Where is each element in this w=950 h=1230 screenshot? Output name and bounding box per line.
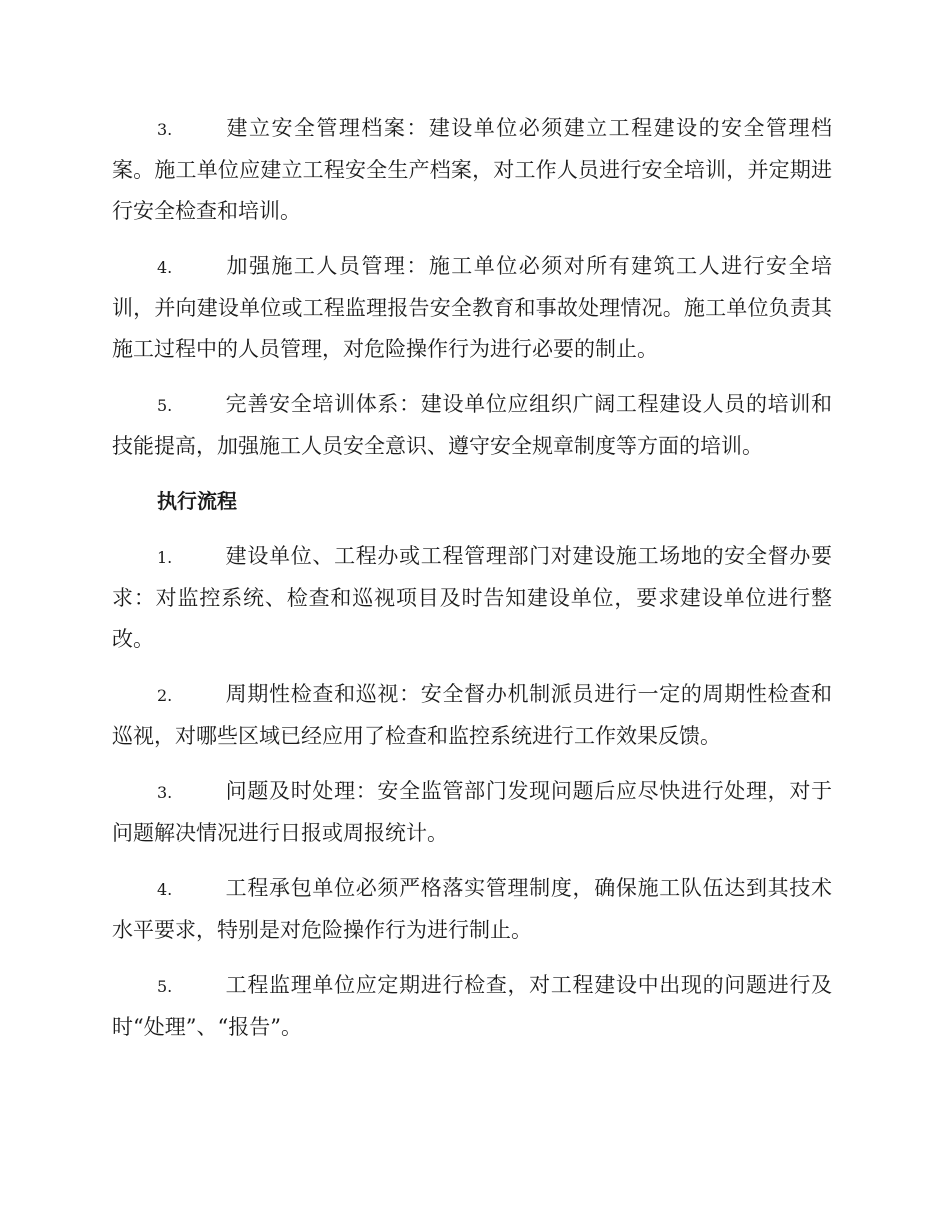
list-item — [112, 868, 832, 951]
list-item — [112, 246, 832, 370]
list-item-number: 2. — [157, 686, 173, 705]
section-heading: 执行流程 — [157, 489, 237, 513]
list-item-number: 5. — [157, 977, 173, 996]
list-item — [112, 965, 832, 1048]
list-item-text: 建立安全管理档案：建设单位必须建立工程建设的安全管理档案。施工单位应建立工程安全生产档案，对工作人员进行安全培训，并定期进行安全检查和培训。 — [112, 116, 832, 223]
list-item — [112, 536, 832, 660]
list-item-text: 工程监理单位应定期进行检查，对工程建设中出现的问题进行及时“处理”、“报告”。 — [112, 973, 832, 1039]
list-item-text: 工程承包单位必须严格落实管理制度，确保施工队伍达到其技术水平要求，特别是对危险操作行为进行制止。 — [112, 876, 832, 942]
list-item-text: 完善安全培训体系：建设单位应组织广阔工程建设人员的培训和技能提高，加强施工人员安全意识、遵守安全规章制度等方面的培训。 — [112, 392, 832, 458]
list-item — [112, 674, 832, 757]
list-item — [112, 771, 832, 854]
list-item — [112, 384, 832, 467]
list-item-number: 4. — [157, 258, 173, 277]
list-item-number: 1. — [157, 548, 173, 567]
list-item-number: 3. — [157, 783, 173, 802]
list-item-number: 3. — [157, 120, 173, 139]
list-item-text: 建设单位、工程办或工程管理部门对建设施工场地的安全督办要求：对监控系统、检查和巡视项目及时告知建设单位，要求建设单位进行整改。 — [112, 544, 832, 651]
list-item-number: 5. — [157, 396, 173, 415]
list-item-text: 周期性检查和巡视：安全督办机制派员进行一定的周期性检查和巡视，对哪些区域已经应用了检查和监控系统进行工作效果反馈。 — [112, 682, 832, 748]
document-body — [112, 108, 832, 1062]
list-item-text: 加强施工人员管理：施工单位必须对所有建筑工人进行安全培训，并向建设单位或工程监理报告安全教育和事故处理情况。施工单位负责其施工过程中的人员管理，对危险操作行为进行必要的制止。 — [112, 254, 832, 361]
list-item-text: 问题及时处理：安全监管部门发现问题后应尽快进行处理，对于问题解决情况进行日报或周报统计。 — [112, 779, 832, 845]
list-item-number: 4. — [157, 880, 173, 899]
list-item — [112, 108, 832, 232]
